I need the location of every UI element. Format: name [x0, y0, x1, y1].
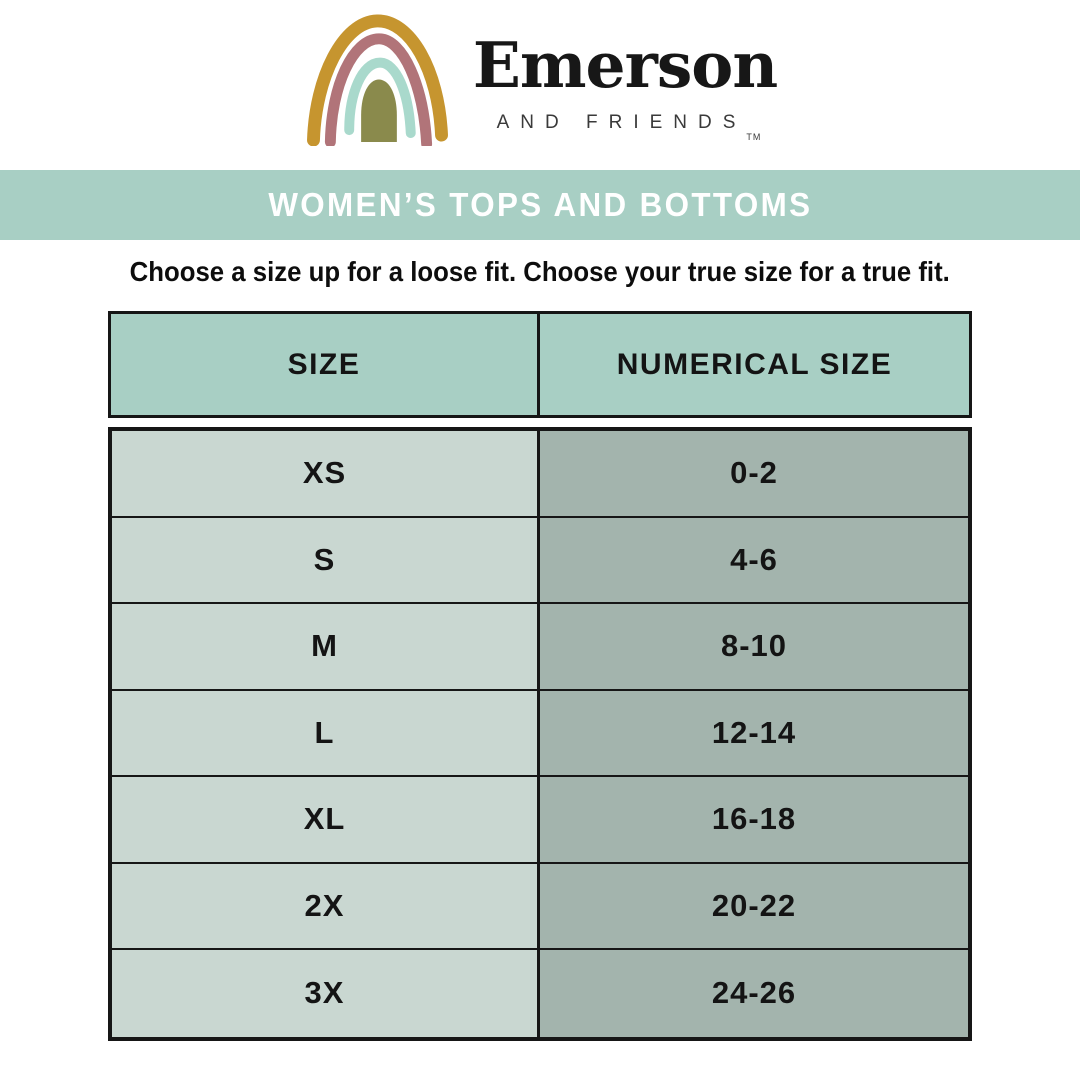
rainbow-logo-icon	[303, 12, 453, 146]
table-row	[112, 864, 968, 951]
table-gap	[108, 418, 972, 427]
fit-note: Choose a size up for a loose fit. Choose your true size for a true fit.	[129, 256, 951, 287]
table-row	[112, 691, 968, 778]
size-cell: XS	[112, 431, 540, 516]
table-row	[112, 777, 968, 864]
column-header-numerical-size: NUMERICAL SIZE	[616, 347, 893, 381]
size-cell: L	[112, 691, 540, 776]
numerical-size-cell: 12-14	[540, 691, 968, 776]
trademark-symbol: TM	[746, 132, 762, 142]
size-table-body	[108, 427, 972, 1041]
size-cell: S	[112, 518, 540, 603]
brand-name: Emerson	[472, 28, 778, 102]
brand-subline	[496, 112, 762, 142]
numerical-size-cell: 20-22	[540, 864, 968, 949]
table-row	[112, 518, 968, 605]
table-row	[112, 604, 968, 691]
numerical-size-cell: 4-6	[540, 518, 968, 603]
fit-note-row	[0, 255, 1080, 289]
category-banner-title: WOMEN’S TOPS AND BOTTOMS	[267, 186, 813, 223]
size-table-header	[108, 311, 972, 418]
size-cell: 3X	[112, 950, 540, 1037]
table-row	[112, 431, 968, 518]
size-cell: XL	[112, 777, 540, 862]
numerical-size-cell: 24-26	[540, 950, 968, 1037]
numerical-size-cell: 16-18	[540, 777, 968, 862]
column-header-size: SIZE	[111, 314, 540, 415]
brand-logo	[0, 0, 1080, 170]
numerical-size-cell: 8-10	[540, 604, 968, 689]
size-cell: M	[112, 604, 540, 689]
brand-tagline: AND FRIENDS	[496, 112, 747, 133]
numerical-size-cell: 0-2	[540, 431, 968, 516]
table-row	[112, 950, 968, 1037]
size-cell: 2X	[112, 864, 540, 949]
category-banner	[0, 170, 1080, 240]
brand-text	[472, 28, 778, 142]
size-table	[108, 311, 972, 1041]
